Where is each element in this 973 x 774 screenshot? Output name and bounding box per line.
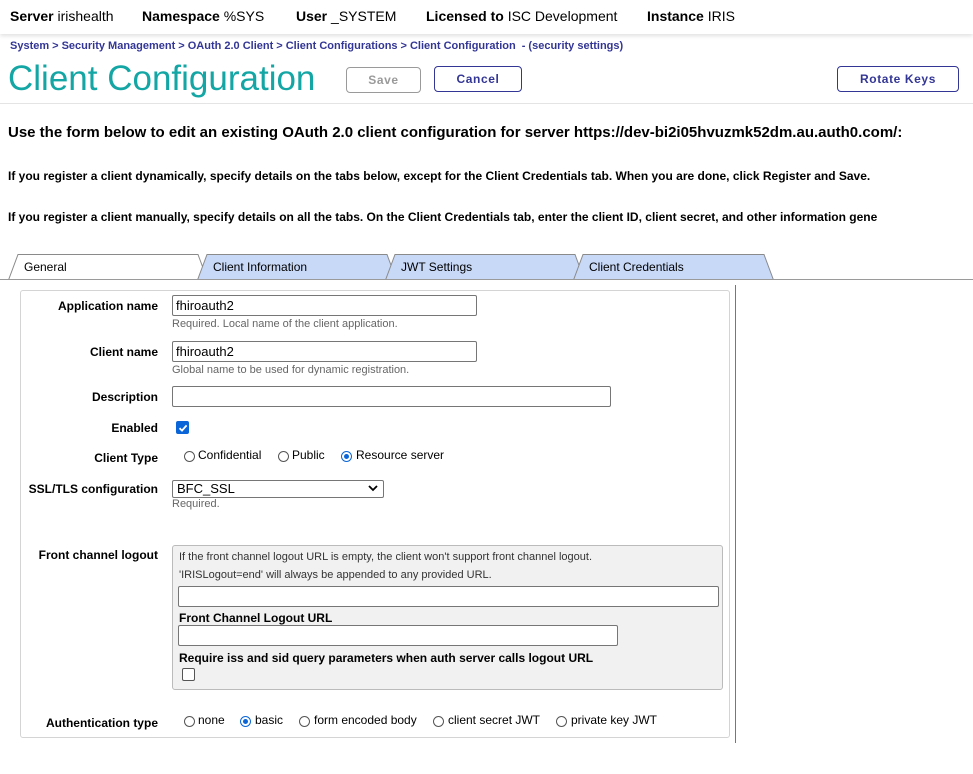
client-type-resource-server-radio[interactable] — [341, 451, 352, 462]
tab-general[interactable] — [8, 254, 208, 280]
ssl-tls-hint: Required. — [172, 498, 220, 510]
user-value: _SYSTEM — [331, 8, 397, 24]
breadcrumb-security-management[interactable]: Security Management — [61, 40, 176, 52]
enabled-checkbox[interactable] — [176, 421, 189, 434]
license-info — [426, 0, 617, 32]
namespace-info — [142, 0, 264, 32]
description-input[interactable] — [172, 386, 611, 407]
client-name-label: Client name — [89, 345, 158, 359]
front-channel-info-2: 'IRISLogout=end' will always be appended to any provided URL. — [179, 569, 492, 581]
breadcrumb-separator: > — [52, 40, 59, 52]
tab-client-credentials-label: Client Credentials — [589, 260, 684, 274]
breadcrumb-suffix: - (security settings) — [521, 40, 624, 52]
client-type-resource-server-label: Resource server — [356, 448, 445, 462]
namespace-value: %SYS — [223, 8, 265, 24]
client-type-label: Client Type — [94, 451, 158, 465]
instance-label: Instance — [647, 8, 704, 24]
vertical-divider — [735, 285, 736, 743]
user-label: User — [296, 8, 328, 24]
application-name-hint: Required. Local name of the client application. — [172, 318, 398, 330]
client-type-public-radio[interactable] — [278, 451, 289, 462]
auth-type-client-secret-jwt-label: client secret JWT — [448, 713, 541, 727]
intro-line-2: If you register a client dynamically, specify details on the tabs below, except for the Client Credentials tab. When you are done, click Register and Save. — [8, 169, 871, 183]
tab-baseline — [0, 279, 973, 280]
tab-client-information-label: Client Information — [213, 260, 308, 274]
application-name-input[interactable] — [172, 295, 477, 316]
licensed-label: Licensed to — [426, 8, 504, 24]
breadcrumb-separator: > — [178, 40, 185, 52]
require-iss-sid-label: Require iss and sid query parameters when auth server calls logout URL — [179, 651, 594, 665]
breadcrumb-client-configuration[interactable]: Client Configuration — [409, 40, 516, 52]
instance-info — [647, 0, 735, 32]
server-label: Server — [10, 8, 54, 24]
auth-type-client-secret-jwt-radio[interactable] — [433, 716, 444, 727]
check-icon — [178, 423, 188, 433]
breadcrumb-separator: > — [276, 40, 283, 52]
header-divider — [0, 103, 973, 104]
auth-type-basic-label: basic — [255, 713, 284, 727]
server-info — [10, 0, 114, 32]
tab-jwt-settings[interactable] — [385, 254, 585, 280]
breadcrumb-system[interactable]: System — [10, 40, 50, 52]
auth-type-basic-radio[interactable] — [240, 716, 251, 727]
enabled-label: Enabled — [111, 421, 158, 435]
front-channel-info-1: If the front channel logout URL is empty, the client won't support front channel logout. — [179, 551, 593, 563]
info-bar — [0, 0, 973, 34]
auth-type-private-key-jwt-radio[interactable] — [556, 716, 567, 727]
auth-type-none-label: none — [198, 713, 225, 727]
tab-client-credentials[interactable] — [573, 254, 774, 280]
chevron-down-icon — [368, 484, 378, 492]
client-name-input[interactable] — [172, 341, 477, 362]
licensed-value: ISC Development — [507, 8, 618, 24]
description-label: Description — [91, 390, 158, 404]
auth-type-form-encoded-label: form encoded body — [314, 713, 417, 727]
auth-type-none-radio[interactable] — [184, 716, 195, 727]
user-info — [296, 0, 396, 32]
tab-general-label: General — [24, 260, 67, 274]
auth-type-private-key-jwt-label: private key JWT — [571, 713, 658, 727]
tab-client-information[interactable] — [197, 254, 397, 280]
page-title: Client Configuration — [8, 59, 316, 98]
client-type-confidential-radio[interactable] — [184, 451, 195, 462]
client-type-public-label: Public — [292, 448, 325, 462]
auth-type-form-encoded-radio[interactable] — [299, 716, 310, 727]
breadcrumb-oauth-client[interactable]: OAuth 2.0 Client — [187, 40, 274, 52]
server-value: irishealth — [57, 8, 114, 24]
instance-value: IRIS — [707, 8, 735, 24]
ssl-tls-select-value: BFC_SSL — [177, 481, 235, 496]
front-channel-logout-url-input[interactable] — [178, 625, 618, 646]
save-button[interactable]: Save — [346, 67, 421, 93]
front-channel-logout-label: Front channel logout — [38, 548, 158, 562]
breadcrumb-separator: > — [400, 40, 407, 52]
front-channel-logout-url-label: Front Channel Logout URL — [179, 611, 333, 625]
breadcrumb — [10, 40, 623, 52]
namespace-label: Namespace — [142, 8, 220, 24]
breadcrumb-client-configurations[interactable]: Client Configurations — [285, 40, 398, 52]
ssl-tls-select[interactable] — [172, 480, 384, 498]
intro-line-1: Use the form below to edit an existing OAuth 2.0 client configuration for server https://dev-bi2i05hvuzmk52dm.au.auth0.com/: — [8, 124, 903, 141]
rotate-keys-button[interactable]: Rotate Keys — [837, 66, 959, 92]
tab-jwt-settings-label: JWT Settings — [401, 260, 473, 274]
cancel-button[interactable]: Cancel — [434, 66, 522, 92]
ssl-tls-label: SSL/TLS configuration — [28, 482, 158, 496]
authentication-type-label: Authentication type — [45, 716, 158, 730]
front-channel-extra-input[interactable] — [178, 586, 719, 607]
client-name-hint: Global name to be used for dynamic registration. — [172, 364, 410, 376]
intro-line-3: If you register a client manually, specify details on all the tabs. On the Client Credentials tab, enter the client ID, client secret, and other information gene — [8, 210, 878, 224]
client-type-confidential-label: Confidential — [198, 448, 262, 462]
require-iss-sid-checkbox[interactable] — [182, 668, 195, 681]
application-name-label: Application name — [57, 299, 158, 313]
